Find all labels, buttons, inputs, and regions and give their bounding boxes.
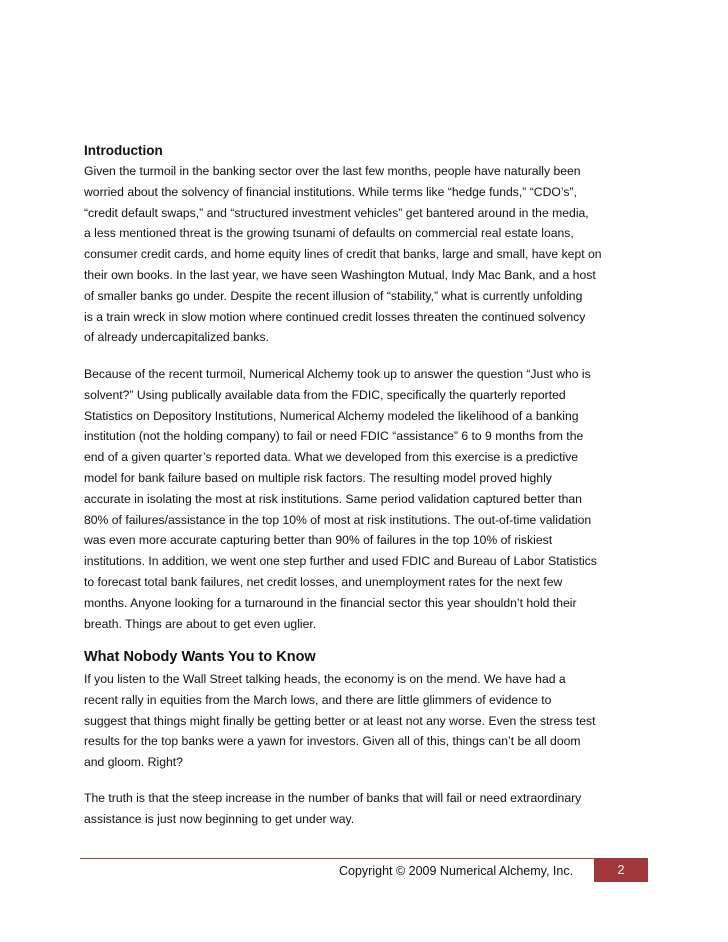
text-line: “credit default swaps,” and “structured investment vehicles” get bantered around in the media, <box>84 205 589 220</box>
footer-copyright: Copyright © 2009 Numerical Alchemy, Inc. <box>339 864 574 878</box>
introduction-paragraph-2 <box>84 364 654 634</box>
text-line: The truth is that the steep increase in the number of banks that will fail or need extraordinary <box>84 791 582 805</box>
footer-divider <box>80 858 648 859</box>
text-line: solvent?” Using publically available data from the FDIC, specifically the quarterly reported <box>84 387 566 402</box>
text-line: to forecast total bank failures, net credit losses, and unemployment rates for the next few <box>84 574 563 589</box>
text-line: was even more accurate capturing better than 90% of failures in the top 10% of riskiest <box>84 533 553 548</box>
text-line: institution (not the holding company) to fail or need FDIC “assistance” 6 to 9 months from the <box>84 429 584 444</box>
text-line: Given the turmoil in the banking sector over the last few months, people have naturally been <box>84 164 581 178</box>
text-line: model for bank failure based on multiple risk factors. The resulting model proved highly <box>84 470 552 485</box>
page-number-badge: 2 <box>594 858 648 882</box>
text-line: 80% of failures/assistance in the top 10% of most at risk institutions. The out-of-time validation <box>84 512 592 527</box>
text-line: assistance is just now beginning to get under way. <box>84 811 355 826</box>
text-line: of smaller banks go under. Despite the recent illusion of “stability,” what is currently unfolding <box>84 288 583 303</box>
what-nobody-paragraph-1 <box>84 669 654 773</box>
text-line: institutions. In addition, we went one step further and used FDIC and Bureau of Labor Statistics <box>84 554 597 569</box>
text-line: recent rally in equities from the March lows, and there are little glimmers of evidence to <box>84 692 552 707</box>
what-nobody-heading: What Nobody Wants You to Know <box>84 649 316 665</box>
text-line: If you listen to the Wall Street talking heads, the economy is on the mend. We have had a <box>84 672 566 686</box>
text-line: months. Anyone looking for a turnaround in the financial sector this year shouldn’t hold their <box>84 595 577 610</box>
text-line: breath. Things are about to get even uglier. <box>84 616 317 631</box>
text-line: consumer credit cards, and home equity lines of credit that banks, large and small, have kept on <box>84 247 602 262</box>
text-line: and gloom. Right? <box>84 755 183 770</box>
introduction-heading: Introduction <box>84 143 163 158</box>
text-line: a less mentioned threat is the growing tsunami of defaults on commercial real estate loans, <box>84 226 574 241</box>
text-line: is a train wreck in slow motion where continued credit losses threaten the continued solvency <box>84 309 586 324</box>
text-line: suggest that things might finally be getting better or at least not any worse. Even the stress test <box>84 713 596 728</box>
text-line: worried about the solvency of financial institutions. While terms like “hedge funds,” “CDO’s”, <box>84 184 577 199</box>
introduction-paragraph-1 <box>84 161 654 348</box>
text-line: results for the top banks were a yawn for investors. Given all of this, things can’t be all doom <box>84 734 581 749</box>
text-line: of already undercapitalized banks. <box>84 330 269 345</box>
text-line: their own books. In the last year, we have seen Washington Mutual, Indy Mac Bank, and a host <box>84 267 596 282</box>
text-line: Because of the recent turmoil, Numerical Alchemy took up to answer the question “Just who is <box>84 367 591 381</box>
text-line: Statistics on Depository Institutions, Numerical Alchemy modeled the likelihood of a banking <box>84 408 579 423</box>
what-nobody-paragraph-2 <box>84 788 654 830</box>
text-line: end of a given quarter’s reported data. What we developed from this exercise is a predictive <box>84 450 579 465</box>
text-line: accurate in isolating the most at risk institutions. Same period validation captured better than <box>84 491 582 506</box>
